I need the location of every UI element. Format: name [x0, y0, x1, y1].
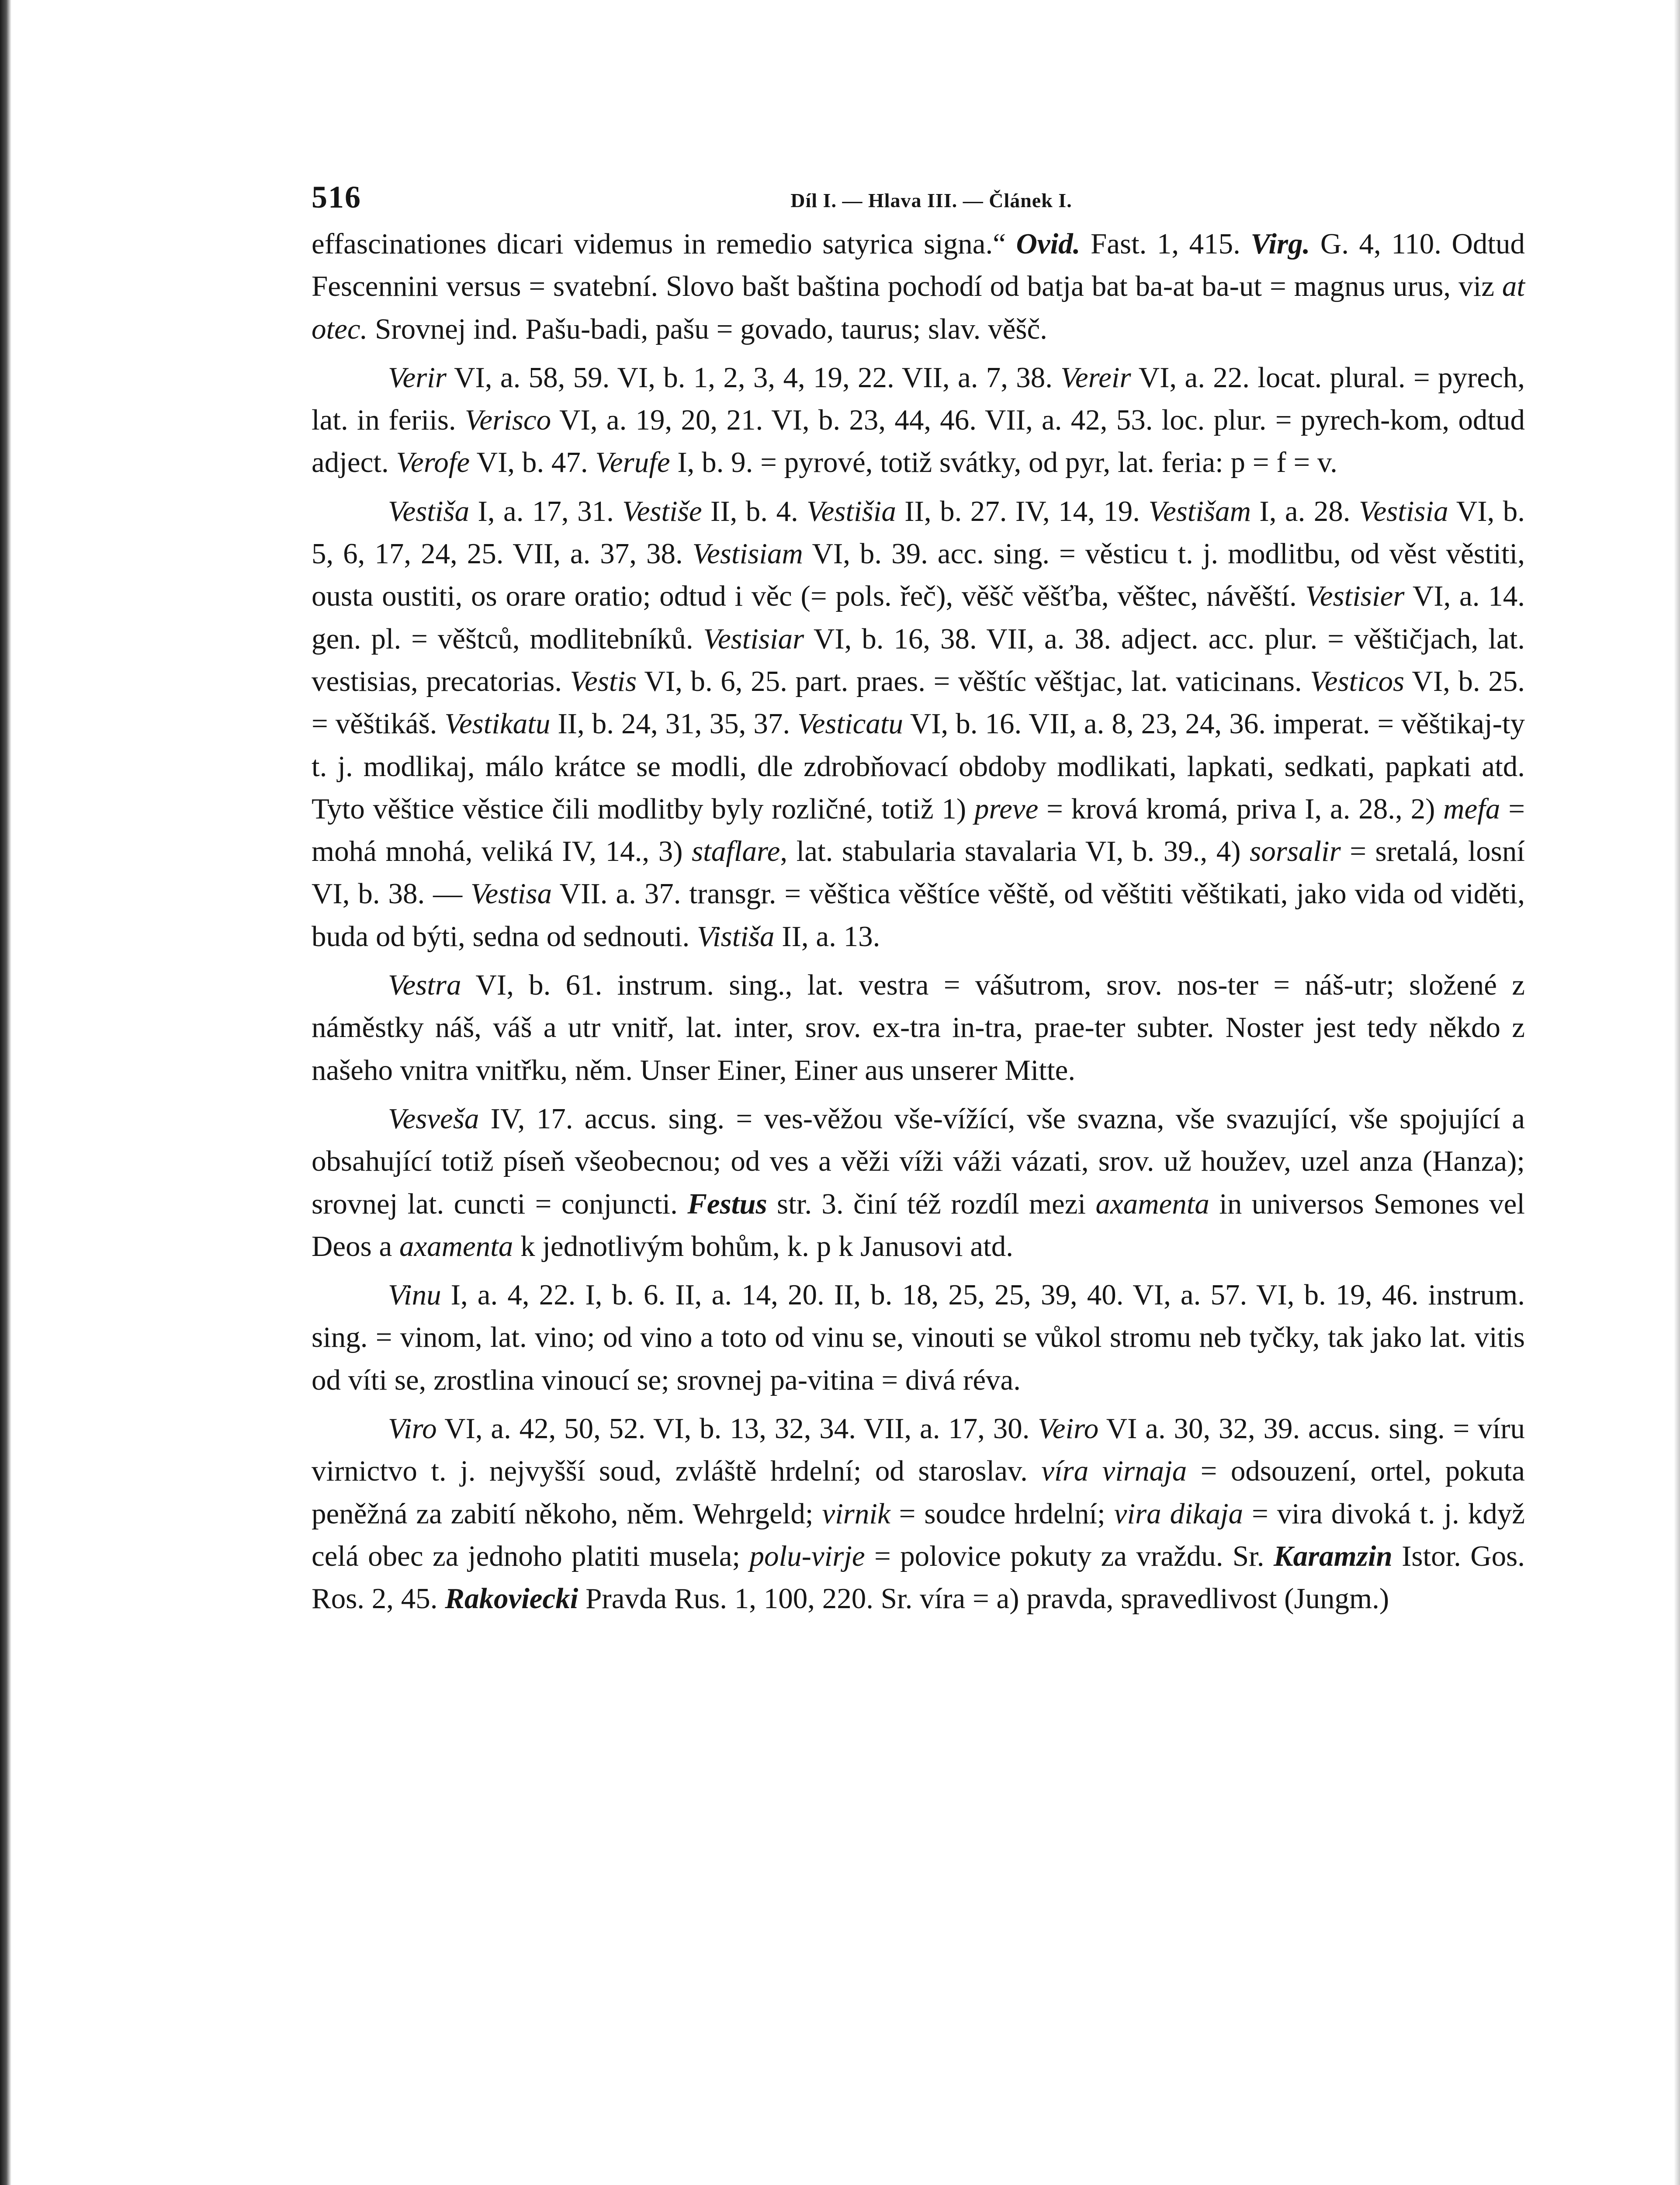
paragraph: effascinationes dicari videmus in remedio satyrica signa.“ Ovid. Fast. 1, 415. Virg. G. 4, 110. Odtud Fescennini versus = svatební. Slovo bašt baština pochodí od batja bat ba-at ba-ut = magnus urus, viz at otec. Srovnej ind. Pašu-badi, pašu = govado, taurus; slav. věšč.: [312, 228, 1525, 345]
running-head: Díl I. — Hlava III. — Článek I.: [790, 189, 1072, 212]
entry-vestisa: Vestiša I, a. 17, 31. Vestiše II, b. 4. Vestišia II, b. 27. IV, 14, 19. Vestišam I, a. 28. Vestisia VI, b. 5, 6, 17, 24, 25. VII, a. 37, 38. Vestisiam VI, b. 39. acc. sing. = věsticu t. j. modlitbu, od věst věstiti, ousta oustiti, os orare oratio; odtud i věc (= pols. řeč), věšč věšťba, věštec, návěští. Vestisier VI, a. 14. gen. pl. = věštců, modlitebníků. Vestisiar VI, b. 16, 38. VII, a. 38. adject. acc. plur. = věštičjach, lat. vestisias, precatorias. Vestis VI, b. 6, 25. part. praes. = věštíc věštjac, lat. vaticinans. Vesticos VI, b. 25. = věštikáš. Vestikatu II, b. 24, 31, 35, 37. Vesticatu VI, b. 16. VII, a. 8, 23, 24, 36. imperat. = věštikaj-ty t. j. modlikaj, málo krátce se modli, dle zdrobňovací obdoby modlikati, lapkati, sedkati, papkati atd. Tyto věštice věstice čili modlitby byly rozličné, totiž 1) preve = krová kromá, priva I, a. 28., 2) mefa = mohá mnohá, veliká IV, 14., 3) staflare, lat. stabularia stavalaria VI, b. 39., 4) sorsalir = sretalá, losní VI, b. 38. — Vestisa VII. a. 37. transgr. = věštica věštíce věště, od věštiti věštikati, jako vida od viděti, buda od býti, sedna od sednouti. Vistiša II, a. 13.: [312, 495, 1525, 953]
book-page: [312, 175, 1525, 1620]
scan-edge-right: [1674, 0, 1680, 2185]
page-header: [312, 175, 1525, 223]
scan-edge-left: [0, 0, 11, 2185]
page-number: 516: [312, 180, 361, 215]
entry-vestra: Vestra VI, b. 61. instrum. sing., lat. vestra = vášutrom, srov. nos-ter = náš-utr; složené z náměstky náš, váš a utr vnitř, lat. inter, srov. ex-tra in-tra, prae-ter subter. Noster jest tedy někdo z našeho vnitra vnitřku, něm. Unser Einer, Einer aus unserer Mitte.: [312, 969, 1525, 1086]
entry-vesvesa: Vesveša IV, 17. accus. sing. = ves-věžou vše-vížící, vše svazna, vše svazující, vše spojující a obsahující totiž píseň všeobecnou; od ves a věži víži váži vázati, srov. už houžev, uzel anza (Hanza); srovnej lat. cuncti = conjuncti. Festus str. 3. činí též rozdíl mezi axamenta in universos Semones vel Deos a axamenta k jednotlivým bohům, k. p k Janusovi atd.: [312, 1102, 1525, 1262]
body-text: [312, 223, 1525, 1620]
entry-viro: Viro VI, a. 42, 50, 52. VI, b. 13, 32, 34. VII, a. 17, 30. Veiro VI a. 30, 32, 39. accus. sing. = víru virnictvo t. j. nejvyšší soud, zvláště hrdelní; od staroslav. víra virnaja = odsouzení, ortel, pokuta peněžná za zabití někoho, něm. Wehrgeld; virnik = soudce hrdelní; vira dikaja = vira divoká t. j. když celá obec za jednoho platiti musela; polu-virje = polovice pokuty za vraždu. Sr. Karamzin Istor. Gos. Ros. 2, 45. Rakoviecki Pravda Rus. 1, 100, 220. Sr. víra = a) pravda, spravedlivost (Jungm.): [312, 1412, 1525, 1615]
entry-verir: Verir VI, a. 58, 59. VI, b. 1, 2, 3, 4, 19, 22. VII, a. 7, 38. Vereir VI, a. 22. locat. plural. = pyrech, lat. in feriis. Verisco VI, a. 19, 20, 21. VI, b. 23, 44, 46. VII, a. 42, 53. loc. plur. = pyrech-kom, odtud adject. Verofe VI, b. 47. Verufe I, b. 9. = pyrové, totiž svátky, od pyr, lat. feria: p = f = v.: [312, 361, 1525, 479]
entry-vinu: Vinu I, a. 4, 22. I, b. 6. II, a. 14, 20. II, b. 18, 25, 25, 39, 40. VI, a. 57. VI, b. 19, 46. instrum. sing. = vinom, lat. vino; od vino a toto od vinu se, vinouti se vůkol stromu neb tyčky, tak jako lat. vitis od víti se, zrostlina vinoucí se; srovnej pa-vitina = divá réva.: [312, 1279, 1525, 1396]
